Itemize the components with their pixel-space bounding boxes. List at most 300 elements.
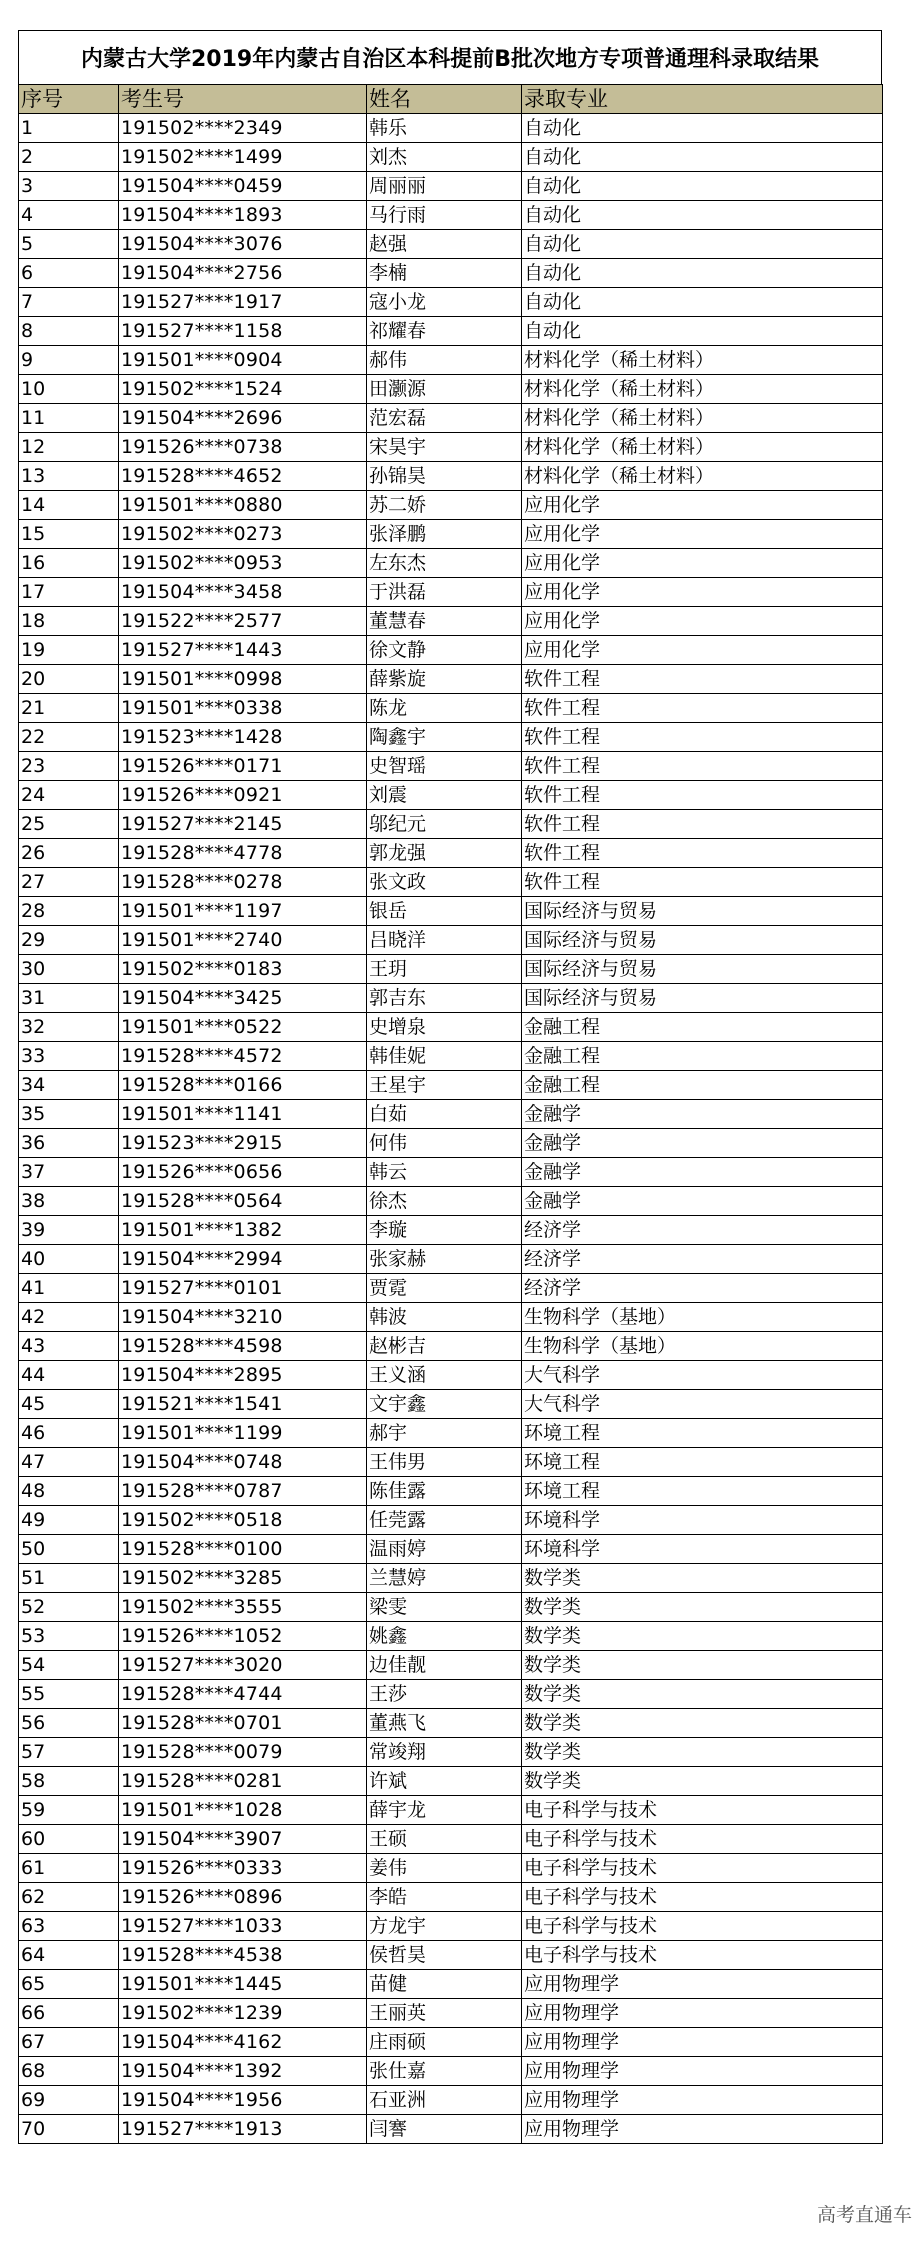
table-row [19, 1535, 883, 1564]
row-major: 材料化学（稀土材料） [522, 404, 883, 433]
row-seq: 40 [19, 1245, 119, 1274]
table-row [19, 1303, 883, 1332]
row-major: 电子科学与技术 [522, 1796, 883, 1825]
row-name: 赵强 [367, 230, 522, 259]
row-exam-id: 191527****3020 [119, 1651, 367, 1680]
row-seq: 37 [19, 1158, 119, 1187]
table-row [19, 636, 883, 665]
row-seq: 65 [19, 1970, 119, 1999]
row-exam-id: 191504****2756 [119, 259, 367, 288]
row-seq: 33 [19, 1042, 119, 1071]
row-seq: 22 [19, 723, 119, 752]
table-row [19, 1912, 883, 1941]
row-major: 金融工程 [522, 1042, 883, 1071]
row-major: 金融工程 [522, 1013, 883, 1042]
row-name: 郭龙强 [367, 839, 522, 868]
row-major: 材料化学（稀土材料） [522, 462, 883, 491]
row-exam-id: 191504****3425 [119, 984, 367, 1013]
row-exam-id: 191526****0921 [119, 781, 367, 810]
row-name: 宋昊宇 [367, 433, 522, 462]
row-exam-id: 191527****1033 [119, 1912, 367, 1941]
row-seq: 7 [19, 288, 119, 317]
row-name: 郝伟 [367, 346, 522, 375]
watermark-text: 高考直通车 [816, 2204, 912, 2226]
row-exam-id: 191527****2145 [119, 810, 367, 839]
row-name: 于洪磊 [367, 578, 522, 607]
row-seq: 61 [19, 1854, 119, 1883]
row-name: 周丽丽 [367, 172, 522, 201]
row-major: 软件工程 [522, 781, 883, 810]
row-exam-id: 191527****0101 [119, 1274, 367, 1303]
row-seq: 10 [19, 375, 119, 404]
row-name: 庄雨硕 [367, 2028, 522, 2057]
row-name: 韩波 [367, 1303, 522, 1332]
row-exam-id: 191501****1028 [119, 1796, 367, 1825]
row-exam-id: 191504****1893 [119, 201, 367, 230]
row-major: 经济学 [522, 1216, 883, 1245]
row-name: 董慧春 [367, 607, 522, 636]
row-major: 自动化 [522, 230, 883, 259]
row-name: 常竣翔 [367, 1738, 522, 1767]
row-name: 边佳靓 [367, 1651, 522, 1680]
table-row [19, 781, 883, 810]
table-row [19, 346, 883, 375]
row-exam-id: 191528****4598 [119, 1332, 367, 1361]
row-name: 李璇 [367, 1216, 522, 1245]
row-seq: 59 [19, 1796, 119, 1825]
table-row [19, 433, 883, 462]
row-major: 经济学 [522, 1245, 883, 1274]
row-major: 应用化学 [522, 607, 883, 636]
row-seq: 70 [19, 2115, 119, 2144]
table-row [19, 1796, 883, 1825]
row-seq: 28 [19, 897, 119, 926]
row-name: 韩乐 [367, 114, 522, 143]
row-major: 应用物理学 [522, 1970, 883, 1999]
table-row [19, 868, 883, 897]
row-major: 自动化 [522, 201, 883, 230]
row-name: 刘震 [367, 781, 522, 810]
row-major: 数学类 [522, 1593, 883, 1622]
row-exam-id: 191504****0748 [119, 1448, 367, 1477]
row-major: 软件工程 [522, 839, 883, 868]
header-seq: 序号 [19, 85, 119, 114]
row-seq: 60 [19, 1825, 119, 1854]
table-row [19, 1129, 883, 1158]
row-seq: 23 [19, 752, 119, 781]
row-seq: 42 [19, 1303, 119, 1332]
row-exam-id: 191528****0166 [119, 1071, 367, 1100]
row-seq: 20 [19, 665, 119, 694]
table-row [19, 1651, 883, 1680]
row-seq: 18 [19, 607, 119, 636]
row-name: 陈佳露 [367, 1477, 522, 1506]
row-seq: 48 [19, 1477, 119, 1506]
row-major: 数学类 [522, 1709, 883, 1738]
row-exam-id: 191526****0738 [119, 433, 367, 462]
row-seq: 31 [19, 984, 119, 1013]
row-exam-id: 191501****1382 [119, 1216, 367, 1245]
row-exam-id: 191502****3555 [119, 1593, 367, 1622]
row-exam-id: 191528****0278 [119, 868, 367, 897]
row-name: 王硕 [367, 1825, 522, 1854]
row-exam-id: 191501****1141 [119, 1100, 367, 1129]
row-seq: 55 [19, 1680, 119, 1709]
row-name: 张家赫 [367, 1245, 522, 1274]
row-exam-id: 191504****0459 [119, 172, 367, 201]
row-seq: 43 [19, 1332, 119, 1361]
row-name: 王丽英 [367, 1999, 522, 2028]
row-exam-id: 191504****3210 [119, 1303, 367, 1332]
table-row [19, 1187, 883, 1216]
row-name: 邬纪元 [367, 810, 522, 839]
row-exam-id: 191501****2740 [119, 926, 367, 955]
row-seq: 26 [19, 839, 119, 868]
row-exam-id: 191504****2895 [119, 1361, 367, 1390]
row-seq: 30 [19, 955, 119, 984]
row-major: 金融学 [522, 1100, 883, 1129]
row-exam-id: 191527****1158 [119, 317, 367, 346]
table-body [19, 114, 883, 2144]
admission-table [18, 84, 883, 2144]
row-seq: 46 [19, 1419, 119, 1448]
row-major: 数学类 [522, 1738, 883, 1767]
table-row [19, 1738, 883, 1767]
row-major: 应用化学 [522, 636, 883, 665]
row-name: 韩云 [367, 1158, 522, 1187]
row-major: 国际经济与贸易 [522, 984, 883, 1013]
table-row [19, 723, 883, 752]
row-exam-id: 191501****0338 [119, 694, 367, 723]
row-major: 自动化 [522, 143, 883, 172]
row-exam-id: 191527****1443 [119, 636, 367, 665]
row-exam-id: 191501****0880 [119, 491, 367, 520]
row-major: 环境科学 [522, 1535, 883, 1564]
row-exam-id: 191528****0787 [119, 1477, 367, 1506]
table-row [19, 1158, 883, 1187]
row-name: 郝宇 [367, 1419, 522, 1448]
row-exam-id: 191527****1917 [119, 288, 367, 317]
row-seq: 25 [19, 810, 119, 839]
row-name: 何伟 [367, 1129, 522, 1158]
table-row [19, 2115, 883, 2144]
row-exam-id: 191528****4538 [119, 1941, 367, 1970]
table-row [19, 201, 883, 230]
row-exam-id: 191523****2915 [119, 1129, 367, 1158]
table-row [19, 607, 883, 636]
row-name: 王莎 [367, 1680, 522, 1709]
row-seq: 19 [19, 636, 119, 665]
row-seq: 5 [19, 230, 119, 259]
row-seq: 38 [19, 1187, 119, 1216]
table-row [19, 752, 883, 781]
row-exam-id: 191504****4162 [119, 2028, 367, 2057]
row-exam-id: 191528****0281 [119, 1767, 367, 1796]
row-major: 电子科学与技术 [522, 1854, 883, 1883]
row-name: 徐文静 [367, 636, 522, 665]
row-major: 环境科学 [522, 1506, 883, 1535]
row-seq: 56 [19, 1709, 119, 1738]
row-seq: 35 [19, 1100, 119, 1129]
row-name: 贾霓 [367, 1274, 522, 1303]
row-exam-id: 191521****1541 [119, 1390, 367, 1419]
table-row [19, 1825, 883, 1854]
row-seq: 3 [19, 172, 119, 201]
table-row [19, 520, 883, 549]
row-seq: 63 [19, 1912, 119, 1941]
row-seq: 57 [19, 1738, 119, 1767]
row-seq: 58 [19, 1767, 119, 1796]
row-major: 金融工程 [522, 1071, 883, 1100]
row-seq: 36 [19, 1129, 119, 1158]
row-name: 姜伟 [367, 1854, 522, 1883]
row-seq: 54 [19, 1651, 119, 1680]
table-row [19, 1448, 883, 1477]
row-major: 环境工程 [522, 1477, 883, 1506]
table-row [19, 491, 883, 520]
row-seq: 68 [19, 2057, 119, 2086]
row-seq: 66 [19, 1999, 119, 2028]
row-seq: 29 [19, 926, 119, 955]
row-major: 电子科学与技术 [522, 1912, 883, 1941]
sheet-title: 内蒙古大学2019年内蒙古自治区本科提前B批次地方专项普通理科录取结果 [18, 30, 882, 84]
table-row [19, 1042, 883, 1071]
row-exam-id: 191526****0171 [119, 752, 367, 781]
table-row [19, 665, 883, 694]
row-exam-id: 191504****3458 [119, 578, 367, 607]
row-name: 李皓 [367, 1883, 522, 1912]
row-name: 姚鑫 [367, 1622, 522, 1651]
row-major: 材料化学（稀土材料） [522, 433, 883, 462]
row-major: 环境工程 [522, 1448, 883, 1477]
table-row [19, 1071, 883, 1100]
row-name: 张仕嘉 [367, 2057, 522, 2086]
row-seq: 9 [19, 346, 119, 375]
row-seq: 45 [19, 1390, 119, 1419]
table-row [19, 549, 883, 578]
row-exam-id: 191502****0953 [119, 549, 367, 578]
row-seq: 21 [19, 694, 119, 723]
row-exam-id: 191526****0896 [119, 1883, 367, 1912]
row-major: 大气科学 [522, 1361, 883, 1390]
row-major: 软件工程 [522, 723, 883, 752]
row-exam-id: 191528****0079 [119, 1738, 367, 1767]
row-exam-id: 191504****2696 [119, 404, 367, 433]
row-name: 田灏源 [367, 375, 522, 404]
row-exam-id: 191523****1428 [119, 723, 367, 752]
row-exam-id: 191528****4572 [119, 1042, 367, 1071]
row-name: 兰慧婷 [367, 1564, 522, 1593]
row-major: 软件工程 [522, 694, 883, 723]
row-name: 徐杰 [367, 1187, 522, 1216]
row-exam-id: 191504****1956 [119, 2086, 367, 2115]
row-seq: 27 [19, 868, 119, 897]
row-name: 王义涵 [367, 1361, 522, 1390]
row-major: 材料化学（稀土材料） [522, 346, 883, 375]
row-major: 国际经济与贸易 [522, 926, 883, 955]
row-name: 梁雯 [367, 1593, 522, 1622]
row-name: 苏二娇 [367, 491, 522, 520]
row-major: 生物科学（基地） [522, 1303, 883, 1332]
row-name: 方龙宇 [367, 1912, 522, 1941]
row-major: 应用化学 [522, 549, 883, 578]
row-seq: 67 [19, 2028, 119, 2057]
row-seq: 12 [19, 433, 119, 462]
row-exam-id: 191502****3285 [119, 1564, 367, 1593]
row-name: 侯哲昊 [367, 1941, 522, 1970]
table-row [19, 1013, 883, 1042]
row-major: 自动化 [522, 259, 883, 288]
table-row [19, 926, 883, 955]
row-exam-id: 191502****2349 [119, 114, 367, 143]
row-seq: 52 [19, 1593, 119, 1622]
row-name: 韩佳妮 [367, 1042, 522, 1071]
table-row [19, 1216, 883, 1245]
row-major: 国际经济与贸易 [522, 897, 883, 926]
row-major: 自动化 [522, 114, 883, 143]
table-row [19, 578, 883, 607]
row-exam-id: 191526****0333 [119, 1854, 367, 1883]
row-major: 软件工程 [522, 665, 883, 694]
row-seq: 32 [19, 1013, 119, 1042]
row-seq: 39 [19, 1216, 119, 1245]
table-row [19, 404, 883, 433]
row-name: 张泽鹏 [367, 520, 522, 549]
row-exam-id: 191501****0522 [119, 1013, 367, 1042]
row-exam-id: 191528****4652 [119, 462, 367, 491]
row-name: 寇小龙 [367, 288, 522, 317]
table-row [19, 1767, 883, 1796]
row-name: 吕晓洋 [367, 926, 522, 955]
row-name: 石亚洲 [367, 2086, 522, 2115]
row-name: 孙锦昊 [367, 462, 522, 491]
row-seq: 62 [19, 1883, 119, 1912]
table-row [19, 462, 883, 491]
row-exam-id: 191501****1197 [119, 897, 367, 926]
row-seq: 64 [19, 1941, 119, 1970]
row-name: 左东杰 [367, 549, 522, 578]
row-major: 电子科学与技术 [522, 1941, 883, 1970]
table-row [19, 1709, 883, 1738]
row-major: 生物科学（基地） [522, 1332, 883, 1361]
table-row [19, 1506, 883, 1535]
row-seq: 16 [19, 549, 119, 578]
row-seq: 11 [19, 404, 119, 433]
row-name: 文宇鑫 [367, 1390, 522, 1419]
row-name: 史智瑶 [367, 752, 522, 781]
table-row [19, 1100, 883, 1129]
row-name: 陈龙 [367, 694, 522, 723]
row-seq: 6 [19, 259, 119, 288]
row-seq: 13 [19, 462, 119, 491]
table-row [19, 1245, 883, 1274]
row-name: 李楠 [367, 259, 522, 288]
row-major: 环境工程 [522, 1419, 883, 1448]
table-row [19, 172, 883, 201]
row-major: 大气科学 [522, 1390, 883, 1419]
row-exam-id: 191528****0564 [119, 1187, 367, 1216]
row-major: 软件工程 [522, 752, 883, 781]
row-major: 应用物理学 [522, 2086, 883, 2115]
table-row [19, 1564, 883, 1593]
header-exam-id: 考生号 [119, 85, 367, 114]
row-exam-id: 191501****1199 [119, 1419, 367, 1448]
row-major: 应用物理学 [522, 2057, 883, 2086]
table-row [19, 984, 883, 1013]
row-name: 苗健 [367, 1970, 522, 1999]
row-seq: 50 [19, 1535, 119, 1564]
row-name: 闫謇 [367, 2115, 522, 2144]
row-major: 应用物理学 [522, 2028, 883, 2057]
table-row [19, 1274, 883, 1303]
row-name: 薛紫旋 [367, 665, 522, 694]
row-major: 经济学 [522, 1274, 883, 1303]
row-name: 薛宇龙 [367, 1796, 522, 1825]
row-major: 数学类 [522, 1651, 883, 1680]
row-seq: 4 [19, 201, 119, 230]
row-seq: 47 [19, 1448, 119, 1477]
row-name: 祁耀春 [367, 317, 522, 346]
row-seq: 41 [19, 1274, 119, 1303]
row-exam-id: 191501****0904 [119, 346, 367, 375]
row-seq: 1 [19, 114, 119, 143]
row-major: 自动化 [522, 288, 883, 317]
row-name: 赵彬吉 [367, 1332, 522, 1361]
row-major: 应用化学 [522, 578, 883, 607]
table-row [19, 1622, 883, 1651]
row-exam-id: 191528****0100 [119, 1535, 367, 1564]
row-major: 数学类 [522, 1767, 883, 1796]
row-seq: 8 [19, 317, 119, 346]
row-major: 数学类 [522, 1622, 883, 1651]
table-row [19, 1332, 883, 1361]
table-row [19, 810, 883, 839]
row-exam-id: 191502****1239 [119, 1999, 367, 2028]
row-exam-id: 191502****0273 [119, 520, 367, 549]
row-major: 金融学 [522, 1158, 883, 1187]
row-major: 国际经济与贸易 [522, 955, 883, 984]
row-name: 银岳 [367, 897, 522, 926]
table-row [19, 143, 883, 172]
table-row [19, 317, 883, 346]
table-row [19, 2057, 883, 2086]
row-name: 任莞露 [367, 1506, 522, 1535]
table-row [19, 694, 883, 723]
row-major: 材料化学（稀土材料） [522, 375, 883, 404]
row-name: 郭吉东 [367, 984, 522, 1013]
table-row [19, 230, 883, 259]
row-major: 电子科学与技术 [522, 1883, 883, 1912]
row-exam-id: 191501****0998 [119, 665, 367, 694]
row-name: 马行雨 [367, 201, 522, 230]
row-major: 电子科学与技术 [522, 1825, 883, 1854]
row-name: 史增泉 [367, 1013, 522, 1042]
header-name: 姓名 [367, 85, 522, 114]
table-row [19, 1999, 883, 2028]
row-name: 董燕飞 [367, 1709, 522, 1738]
row-seq: 53 [19, 1622, 119, 1651]
table-header-row [19, 85, 883, 114]
table-row [19, 897, 883, 926]
row-name: 王伟男 [367, 1448, 522, 1477]
row-name: 陶鑫宇 [367, 723, 522, 752]
row-name: 白茹 [367, 1100, 522, 1129]
row-major: 软件工程 [522, 810, 883, 839]
table-row [19, 1593, 883, 1622]
table-row [19, 259, 883, 288]
row-exam-id: 191502****1524 [119, 375, 367, 404]
row-major: 应用化学 [522, 491, 883, 520]
